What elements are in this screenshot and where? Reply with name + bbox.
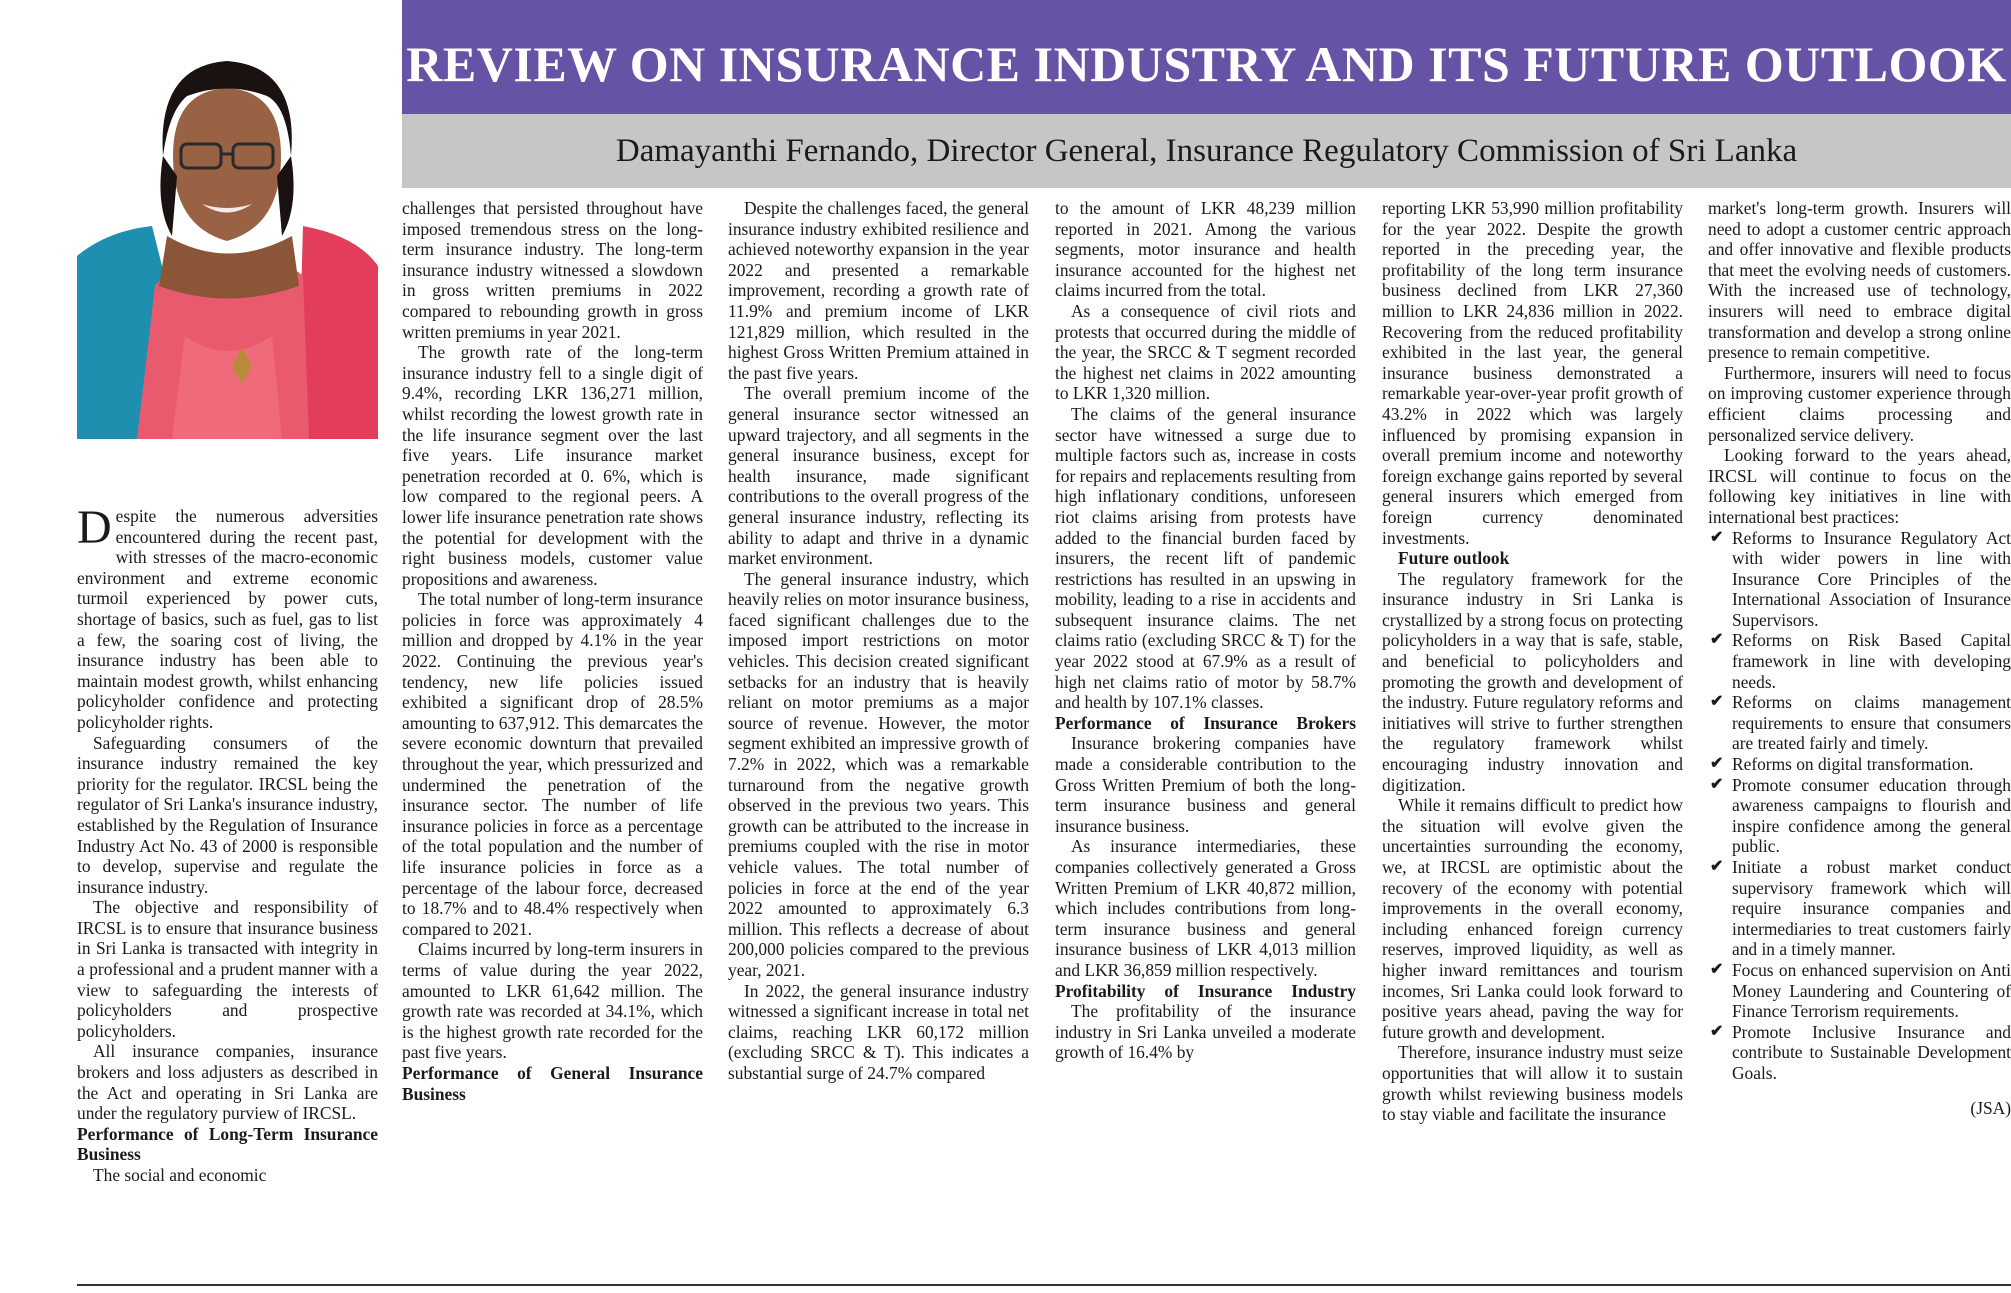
title-banner (402, 0, 2011, 114)
list-item: ✔ Promote Inclusive Insurance and contribute to Sustainable Development Goals. (1710, 1021, 2011, 1083)
paragraph: All insurance companies, insurance brokers and loss adjusters as described in the Act and operating in Sri Lanka are under the regulatory purview of IRCSL. (77, 1041, 378, 1124)
paragraph: reporting LKR 53,990 million profitability for the year 2022. Despite the growth reported in the preceding year, the profitability of the long term insurance business declined from LKR 27,360 million to LKR 24,836 million in 2022. Recovering from the reduced profitability exhibited in the last year, the general insurance business demonstrated a remarkable year-over-year profit growth of 43.2% in 2022 which was largely influenced by promising expansion in overall premium income and noteworthy foreign exchange gains reported by several general insurers which emerged from foreign currency denominated investments. (1382, 198, 1683, 548)
paragraph: Insurance brokering companies have made a considerable contribution to the Gross Written Premium of both the long-term insurance business and general insurance business. (1055, 733, 1356, 836)
column-4 (1055, 198, 1356, 1063)
check-icon: ✔ (1710, 960, 1724, 978)
initiatives-list (1708, 528, 2011, 1084)
paragraph: Claims incurred by long-term insurers in terms of value during the year 2022, amounted to LKR 61,642 million. The growth rate was recorded at 34.1%, which is the highest growth rate recorded for the past five years. (402, 939, 703, 1063)
list-item: ✔ Reforms on digital transformation. (1710, 754, 1974, 775)
paragraph: The social and economic (93, 1165, 267, 1185)
column-6 (1708, 198, 2011, 1118)
list-item: ✔ Reforms on claims management requirements to ensure that consumers are treated fairly and timely. (1710, 692, 2011, 754)
column-1 (77, 501, 378, 1186)
paragraph: The profitability of the insurance industry in Sri Lanka unveiled a moderate growth of 16.4% by (1055, 1001, 1356, 1063)
paragraph: to the amount of LKR 48,239 million reported in 2021. Among the various segments, motor insurance and health insurance accounted for the highest net claims incurred from the total. (1055, 198, 1356, 301)
check-icon: ✔ (1710, 1022, 1724, 1040)
paragraph: Therefore, insurance industry must seize opportunities that will allow it to sustain growth whilst reviewing business models to stay viable and facilitate the insurance (1382, 1042, 1683, 1125)
column-2 (402, 198, 703, 1104)
paragraph: challenges that persisted throughout have imposed tremendous stress on the long-term insurance industry. The long-term insurance industry witnessed a slowdown in gross written premiums in 2022 compared to rebounding growth in gross written premiums in year 2021. (402, 198, 703, 342)
paragraph: The growth rate of the long-term insurance industry fell to a single digit of 9.4%, recording LKR 136,271 million, whilst recording the lowest growth rate in the life insurance segment over the last five years. Life insurance market penetration recorded at 0. 6%, which is low compared to the regional peers. A lower life insurance penetration rate shows the potential for development with the right business models, customer value propositions and awareness. (402, 342, 703, 589)
list-item: ✔ Initiate a robust market conduct supervisory framework which will require insurance companies and intermediaries to treat customers fairly and in a timely manner. (1710, 857, 2011, 960)
intro-paragraph: Despite the numerous adversities encountered during the recent past, with stresses of the macro-economic environment and extreme economic turmoil experienced by power cuts, shortage of basics, such as fuel, gas to list a few, the soaring cost of living, the insurance industry has been able to maintain modest growth, whilst enhancing policyholder confidence and protecting policyholder rights. (77, 501, 378, 732)
author-photo (77, 36, 378, 439)
signoff: (JSA) (1970, 1097, 2011, 1118)
paragraph: The overall premium income of the general insurance sector witnessed an upward trajectory, and all segments in the general insurance business, except for health insurance, made significant contributions to the overall progress of the general insurance industry, reflecting its ability to adapt and thrive in a dynamic market environment. (728, 383, 1029, 569)
check-icon: ✔ (1710, 755, 1724, 773)
paragraph: Furthermore, insurers will need to focus on improving customer experience through efficient claims processing and personalized service delivery. (1708, 362, 2011, 445)
paragraph: Safeguarding consumers of the insurance industry remained the key priority for the regulator. IRCSL being the regulator of Sri Lanka's insurance industry, established by the Regulation of Insurance Industry Act No. 43 of 2000 is responsible to develop, supervise and regulate the insurance industry. (77, 732, 378, 897)
check-icon: ✔ (1710, 528, 1724, 546)
bottom-rule (77, 1284, 2011, 1286)
paragraph: The regulatory framework for the insurance industry in Sri Lanka is crystallized by a strong focus on protecting policyholders in a way that is safe, stable, and beneficial to policyholders and promoting the growth and development of the industry. Future regulatory reforms and initiatives will strive to further strengthen the regulatory framework whilst encouraging industry innovation and digitization. (1382, 568, 1683, 795)
column-5 (1382, 198, 1683, 1125)
paragraph: The objective and responsibility of IRCSL is to ensure that insurance business in Sri Lanka is transacted with integrity in a professional and a prudent manner with a view to safeguarding the interests of policyholders and prospective policyholders. (77, 897, 378, 1041)
section-heading: Profitability of Insurance Industry (1055, 980, 1356, 1001)
section-heading: Performance of Long-Term Insurance Business (77, 1123, 378, 1165)
column-3 (728, 198, 1029, 1084)
paragraph: Despite the challenges faced, the general insurance industry exhibited resilience and achieved noteworthy expansion in the year 2022 and presented a remarkable improvement, recording a growth rate of 11.9% and premium income of LKR 121,829 million, which resulted in the highest Gross Written Premium attained in the past five years. (728, 198, 1029, 383)
list-item: ✔ Promote consumer education through awareness campaigns to flourish and inspire confidence among the general public. (1710, 774, 2011, 857)
drop-cap: D (77, 501, 112, 554)
section-heading: Performance of Insurance Brokers (1055, 712, 1356, 733)
section-heading: Performance of General Insurance Business (402, 1062, 703, 1104)
paragraph: As insurance intermediaries, these companies collectively generated a Gross Written Premium of LKR 40,872 million, which includes contributions from long-term insurance business and general insurance business of LKR 4,013 million and LKR 36,859 million respectively. (1055, 836, 1356, 980)
paragraph: market's long-term growth. Insurers will need to adopt a customer centric approach and offer innovative and flexible products that meet the evolving needs of customers. With the increased use of technology, insurers will need to embrace digital transformation and develop a strong online presence to remain competitive. (1708, 198, 2011, 363)
paragraph: While it remains difficult to predict how the situation will evolve given the uncertainties surrounding the economy, we, at IRCSL are optimistic about the recovery of the economy with potential improvements in the overall economy, including enhanced foreign currency reserves, improved liquidity, as well as higher inward remittances and tourism incomes, Sri Lanka could look forward to positive years ahead, paving the way for future growth and development. (1382, 795, 1683, 1042)
author-byline: Damayanthi Fernando, Director General, Insurance Regulatory Commission of Sri Lanka (615, 133, 1798, 169)
paragraph: Looking forward to the years ahead, IRCSL will continue to focus on the following key initiatives in line with international best practices: (1708, 445, 2011, 527)
list-item: ✔ Reforms on Risk Based Capital framework in line with developing needs. (1710, 630, 2011, 692)
list-item: ✔ Reforms to Insurance Regulatory Act with wider powers in line with Insurance Core Principles of the International Association of Insurance Supervisors. (1710, 527, 2011, 630)
paragraph: As a consequence of civil riots and protests that occurred during the middle of the year, the SRCC & T segment recorded the highest net claims in 2022 amounting to LKR 1,320 million. (1055, 300, 1356, 404)
list-item: ✔ Focus on enhanced supervision on Anti Money Laundering and Countering of Finance Terrorism requirements. (1710, 959, 2011, 1022)
paragraph: In 2022, the general insurance industry witnessed a significant increase in total net claims, reaching LKR 60,172 million (excluding SRCC & T). This indicates a substantial surge of 24.7% compared (728, 980, 1029, 1083)
article-title: REVIEW ON INSURANCE INDUSTRY AND ITS FUTURE OUTLOOK (406, 36, 2007, 92)
paragraph: The general insurance industry, which heavily relies on motor insurance business, faced significant challenges due to the imposed import restrictions on motor vehicles. This decision created significant setbacks for an industry that is heavily reliant on motor premiums as a major source of revenue. However, the motor segment exhibited an impressive growth of 7.2% in 2022, which was a remarkable turnaround from the negative growth observed in the previous two years. This growth can be attributed to the increase in premiums coupled with the rise in motor vehicle values. The total number of policies in force at the end of the year 2022 amounted to approximately 6.3 million. This reflects a decrease of about 200,000 policies compared to the previous year, 2021. (728, 568, 1029, 980)
byline-bar (402, 114, 2011, 188)
section-heading: Future outlook (1398, 548, 1510, 569)
check-icon: ✔ (1710, 693, 1724, 711)
check-icon: ✔ (1710, 775, 1724, 793)
check-icon: ✔ (1710, 858, 1724, 875)
paragraph: The claims of the general insurance sector have witnessed a surge due to multiple factors such as, increase in costs for repairs and replacements resulting from high inflationary conditions, unforeseen riot claims arising from protests have added to the financial burden faced by insurers, the recent lift of pandemic restrictions has resulted in an upswing in mobility, leading to a rise in accidents and subsequent insurance claims. The net claims ratio (excluding SRCC & T) for the year 2022 stood at 67.9% as a result of high net claims ratio of motor by 58.7% and health by 107.1% classes. (1055, 403, 1356, 713)
paragraph: The total number of long-term insurance policies in force was approximately 4 million and dropped by 4.1% in the year 2022. Continuing the previous year's tendency, new life policies issued exhibited a significant drop of 28.5% amounting to 637,912. This demarcates the severe economic downturn that prevailed throughout the year, which pressurized and undermined the penetration of the insurance sector. The number of life insurance policies in force as a percentage of the total population and the number of life insurance policies in force as a percentage of the labour force, decreased to 18.7% and to 48.4% respectively when compared to 2021. (402, 589, 703, 939)
check-icon: ✔ (1710, 631, 1724, 649)
